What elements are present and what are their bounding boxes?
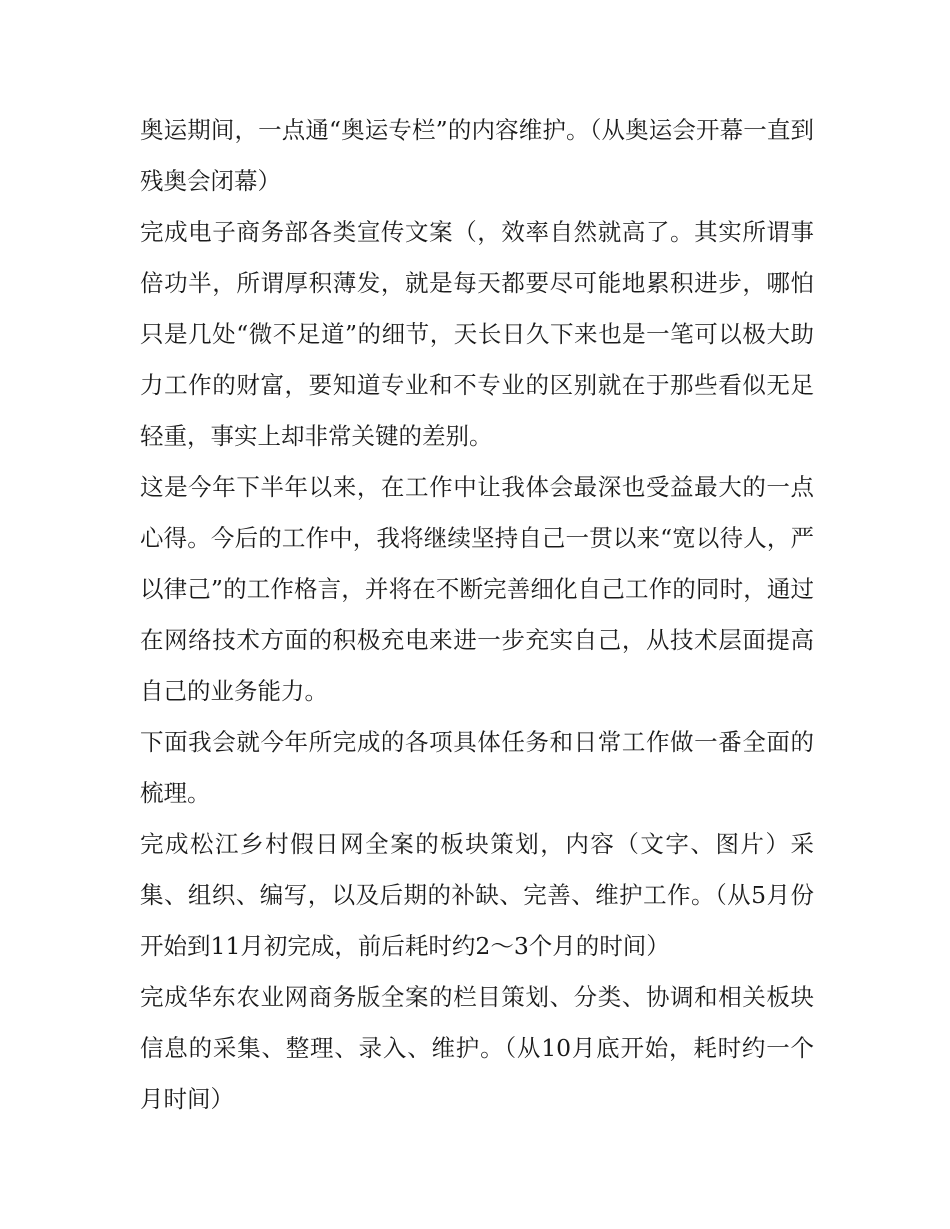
document-body (140, 105, 814, 1125)
paragraph-olympic-column: 奥运期间，一点通“奥运专栏”的内容维护。（从奥运会开幕一直到残奥会闭幕） (140, 116, 814, 195)
paragraph-copywriting: 完成电子商务部各类宣传文案（，效率自然就高了。其实所谓事倍功半，所谓厚积薄发，就是每天都要尽可能地累积进步，哪怕只是几处“微不足道”的细节，天长日久下来也是一笔可以极大助力工作的财富，要知道专业和不专业的区别就在于那些看似无足轻重，事实上却非常关键的差别。 (140, 218, 814, 450)
paragraph-huadong-project: 完成华东农业网商务版全案的栏目策划、分类、协调和相关板块信息的采集、整理、录入、维护。（从10月底开始，耗时约一个月时间） (140, 983, 814, 1113)
paragraph-summary-intro: 下面我会就今年所完成的各项具体任务和日常工作做一番全面的梳理。 (140, 728, 814, 807)
paragraph-reflection: 这是今年下半年以来，在工作中让我体会最深也受益最大的一点心得。今后的工作中，我将继续坚持自己一贯以来“宽以待人，严以律己”的工作格言，并将在不断完善细化自己工作的同时，通过在网络技术方面的积极充电来进一步充实自己，从技术层面提高自己的业务能力。 (140, 473, 814, 705)
paragraph-songjiang-project: 完成松江乡村假日网全案的板块策划，内容（文字、图片）采集、组织、编写，以及后期的补缺、完善、维护工作。（从5月份开始到11月初完成，前后耗时约2～3个月的时间） (140, 830, 814, 960)
